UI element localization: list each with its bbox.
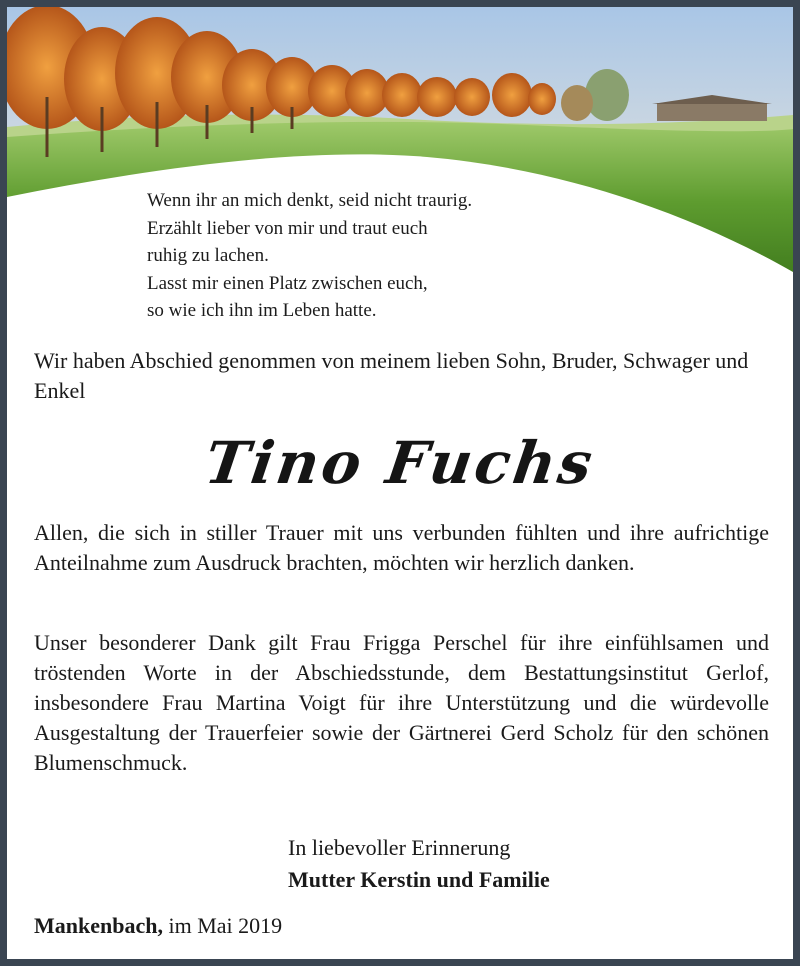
poem [147, 187, 617, 325]
closing-remembrance: In liebevoller Erinnerung [288, 835, 511, 860]
special-thanks-paragraph: Unser besonderer Dank gilt Frau Frigga Perschel für ihre einfühlsamen und tröstenden Worte in der Abschiedsstunde, dem Bestattungsinstitut Gerlof, insbesondere Frau Martina Voigt für ihre Unterstützung und die würdevolle Ausgestaltung der Trauerfeier sowie der Gärtnerei Gerd Scholz für den schönen Blumenschmuck. [34, 630, 769, 775]
poem-line: Wenn ihr an mich denkt, seid nicht traurig. [147, 190, 473, 211]
place-and-date [34, 911, 282, 941]
poem-line: ruhig zu lachen. [147, 245, 269, 266]
place-date: im Mai 2019 [168, 913, 283, 938]
poem-line: Lasst mir einen Platz zwischen euch, [147, 272, 428, 294]
place-town: Mankenbach, [34, 913, 163, 938]
closing-signature: Mutter Kerstin und Familie [288, 867, 550, 892]
poem-line: so wie ich ihn im Leben hatte. [147, 300, 377, 321]
intro-text: Wir haben Abschied genommen von meinem lieben Sohn, Bruder, Schwager und Enkel [34, 348, 749, 403]
thanks-paragraph: Allen, die sich in stiller Trauer mit uns verbunden fühlten und ihre aufrichtige Anteilnahme zum Ausdruck brachten, möchten wir herzlich danken. [34, 520, 769, 575]
poem-line: Erzählt lieber von mir und traut euch [147, 217, 428, 239]
deceased-name: Tino Fuchs [200, 429, 600, 497]
